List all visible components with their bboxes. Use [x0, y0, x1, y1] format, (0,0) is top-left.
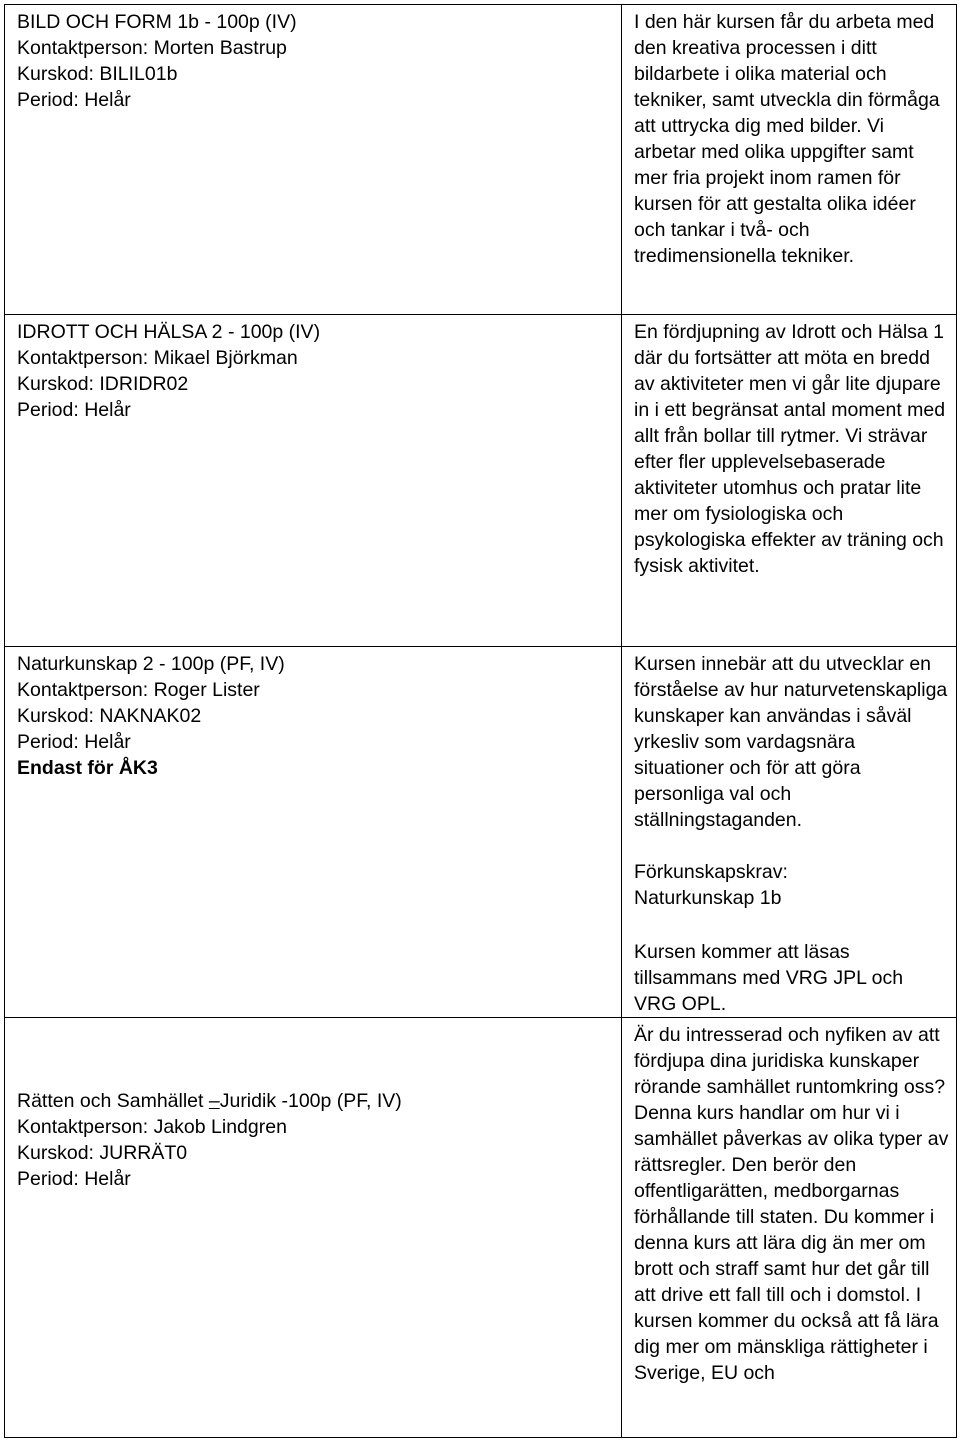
course-title: BILD OCH FORM 1b - 100p (IV) [17, 11, 297, 33]
course-row-naturkunskap [5, 647, 957, 1018]
course-period: Period: Helår [17, 399, 131, 421]
course-info-cell [5, 1018, 622, 1438]
course-period: Period: Helår [17, 89, 131, 111]
course-info-cell [5, 315, 622, 647]
course-period: Period: Helår [17, 731, 131, 753]
course-note: Endast för ÅK3 [17, 757, 158, 779]
course-description: Kursen innebär att du utvecklar en förståelse av hur naturvetenskapliga kunskaper kan användas i såväl yrkesliv som vardagsnära situationer och för att göra personliga val och ställningstaganden. [634, 653, 948, 831]
course-description-cell [622, 315, 957, 647]
course-description-cell [622, 647, 957, 1018]
course-description: I den här kursen får du arbeta med den kreativa processen i ditt bildarbete i olika material och tekniker, samt utveckla din förmåga att uttrycka dig med bilder. Vi arbetar med olika uppgifter samt mer fria projekt inom ramen för kursen för att gestalta olika idéer och tankar i två- och tredimensionella tekniker. [634, 11, 940, 267]
course-contact: Kontaktperson: Morten Bastrup [17, 37, 287, 59]
course-title: IDROTT OCH HÄLSA 2 - 100p (IV) [17, 321, 321, 343]
course-row-idrott [5, 315, 957, 647]
prereq-value: Naturkunskap 1b [634, 887, 782, 909]
course-title [17, 1088, 609, 1114]
prereq-label: Förkunskapskrav: [634, 861, 788, 883]
course-period: Period: Helår [17, 1168, 131, 1190]
course-description: En fördjupning av Idrott och Hälsa 1 där du fortsätter att möta en bredd av aktiviteter men vi går lite djupare in i ett begränsat antal moment med allt från bollar till rytmer. Vi strävar efter fler upplevelsebaserade aktiviteter utomhus och pratar lite mer om fysiologiska och psykologiska effekter av träning och fysisk aktivitet. [634, 321, 946, 577]
course-info-cell [5, 5, 622, 315]
course-code: Kurskod: BILIL01b [17, 63, 178, 85]
course-title-part2: Juridik -100p (PF, IV) [219, 1090, 402, 1112]
course-code: Kurskod: IDRIDR02 [17, 373, 189, 395]
course-row-bild [5, 5, 957, 315]
course-code: Kurskod: NAKNAK02 [17, 705, 202, 727]
course-description-cell [622, 1018, 957, 1438]
course-description: Är du intresserad och nyfiken av att fördjupa dina juridiska kunskaper rörande samhället runtomkring oss? Denna kurs handlar om hur vi i samhället påverkas av olika typer av rättsregler. Den berör den offentligarätten, medborgarnas förhållande till staten. Du kommer i denna kurs att lära dig än mer om brott och straff samt hur det går till att drive ett fall till och i domstol. I kursen kommer du också att få lära dig mer om mänskliga rättigheter i Sverige, EU och [634, 1024, 949, 1384]
course-info-cell [5, 647, 622, 1018]
course-extra-note: Kursen kommer att läsas tillsammans med VRG JPL och VRG OPL. [634, 941, 904, 1015]
course-contact: Kontaktperson: Roger Lister [17, 679, 260, 701]
course-title-part1: Rätten och Samhället [17, 1090, 209, 1112]
course-contact: Kontaktperson: Mikael Björkman [17, 347, 298, 369]
course-row-juridik [5, 1018, 957, 1438]
course-description-cell [622, 5, 957, 315]
course-contact: Kontaktperson: Jakob Lindgren [17, 1116, 287, 1138]
course-table [4, 4, 957, 1438]
course-title-dash: – [208, 1090, 220, 1112]
course-code: Kurskod: JURRÄT0 [17, 1142, 188, 1164]
course-title: Naturkunskap 2 - 100p (PF, IV) [17, 653, 285, 675]
